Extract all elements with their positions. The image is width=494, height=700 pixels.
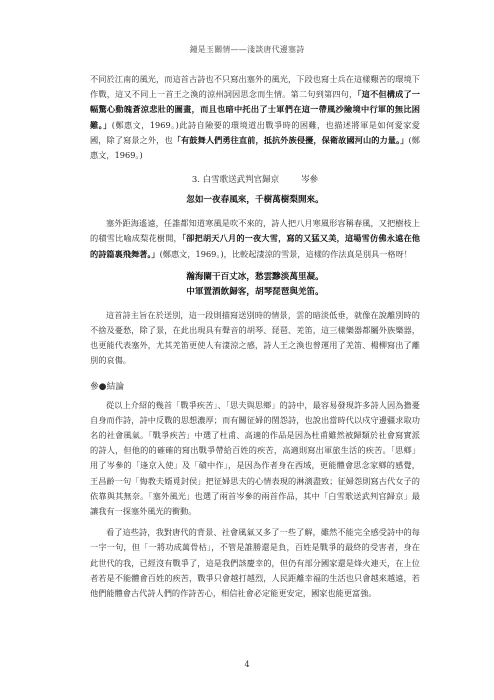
- paragraph-1: [90, 72, 420, 163]
- section-title: 參●結論: [90, 381, 125, 392]
- paragraph-5: 看了這些詩，我對唐代的背景、社會風氣又多了一些了解，雖然不能完全感受詩中的每一字一句，但「一將功成萬骨枯」，不管是誰勝還是負，百姓是戰爭的最終的受害者，身在此世代的我，已經沒有戰爭了，這是我們該慶幸的，但仍有部分國家還是烽火連天，在上位者若是不能體會百姓的疾苦，戰爭只會越打越烈，人民距離幸福的生活也只會越來越遠，若他們能體會古代詩人們的作詩苦心，相信社會必定能更安定，國家也能更富強。: [90, 527, 420, 599]
- paragraph-3: 這首詩主旨在於送別，這一段則描寫送別時的情景，雲的暗淡低垂，就像在說離別時的不捨及憂愁，除了景，在此出現具有聲音的胡琴、琵琶、羌笛，這三樣樂器都屬外族樂器，也更能代表塞外，尤其羌笛更使人有淒涼之感，詩人王之渙也曾運用了羌笛、楊柳寫出了離別的哀傷。: [90, 309, 420, 366]
- poem-line-1: 忽如一夜春風來，千樹萬樹梨開來。: [186, 195, 324, 206]
- poem-heading: [90, 173, 420, 185]
- para1-text-1: 不同於江南的風光，而這首古詩也不只寫出塞外的風光，下段也寫士兵在這樣艱苦的環境下作戰，這又不同上一首王之渙的涼州詞因思念而生情。第二句到第四句，: [90, 74, 420, 100]
- para1-citation-1: (鄭惠文，1969。: [111, 119, 176, 130]
- poem-title: 3. 白雪歌送武判官歸京: [191, 175, 280, 186]
- running-header: 鐘是玉關情——淺談唐代邊塞詩: [189, 45, 305, 54]
- para1-quote-2: 「有鼓舞人們勇往直前，抵抗外族侵擾，保衛故國河山的力量。」: [172, 134, 409, 145]
- page-number: 4: [244, 660, 250, 669]
- para2-quote-1: 「卻把胡天八月的一夜大雪，寫的又猛又美，這場雪仿佛永遠在他的詩篇裏飛舞著。」: [90, 233, 420, 259]
- poem-line-2: 瀚海闌干百丈冰，愁雲黲淡萬里凝。: [186, 271, 324, 282]
- poem-line-3: 中軍置酒飲歸客，胡琴琵琶與羌笛。: [186, 286, 324, 297]
- para2-citation-1: (鄭惠文，1969。)，比較起淒涼的雪景，這樣的作法真是別具一格呀！: [159, 248, 412, 259]
- para1-citation-2: (鄭惠文，1969。): [90, 134, 420, 161]
- poem-author: 岑參: [301, 175, 319, 186]
- para1-quote-1: 「這不但構成了一幅驚心動魄蒼涼悲壯的圖畫，而且也暗中托出了士軍們在這一帶風沙險境中行軍的無比困難。」: [90, 89, 420, 130]
- para1-text-2: )此詩自險要的環境道出戰爭時的困難，也描述將軍是如何愛家愛國，除了寫景之外，也: [90, 119, 420, 145]
- body-text: [90, 72, 420, 601]
- para2-text-1: 塞外距海遙遠，任誰都知道寒風是吹不來的，詩人把八月寒風形容稱春風，又把樹枝上的積雪比喻成梨花樹開，: [90, 218, 420, 244]
- paragraph-2: [90, 216, 420, 262]
- paragraph-4: 從以上介紹的幾首「戰爭疾苦」、「思夫與思鄉」的詩中，最容易發現許多詩人因為擔憂自身而作詩，詩中反戰的思想濃厚；而有關征婦的閨怨詩，也說出當時代以戍守邊疆求取功名的社會風氣。「戰爭疾苦」中選了杜甫、高適的作品是因為杜甫雖然被歸類於社會寫實派的詩人，但他的的確確的寫出戰爭帶給百姓的疾苦，高適則寫出軍旅生活的疾苦。「思鄉」用了岑參的「逢京入使」及「磧中作」，是因為作者身在西域，更能體會思念家鄉的感覺，王昌齡一句「悔教夫婿覓封侯」把征婦思夫的心情表現的淋漓盡致；征婦怨則寫古代女子的依靠與其無奈。「塞外風光」也選了兩首岑參的兩首作品，其中「白雪歌送武判官歸京」最讓我有一探塞外風光的衝動。: [90, 399, 420, 517]
